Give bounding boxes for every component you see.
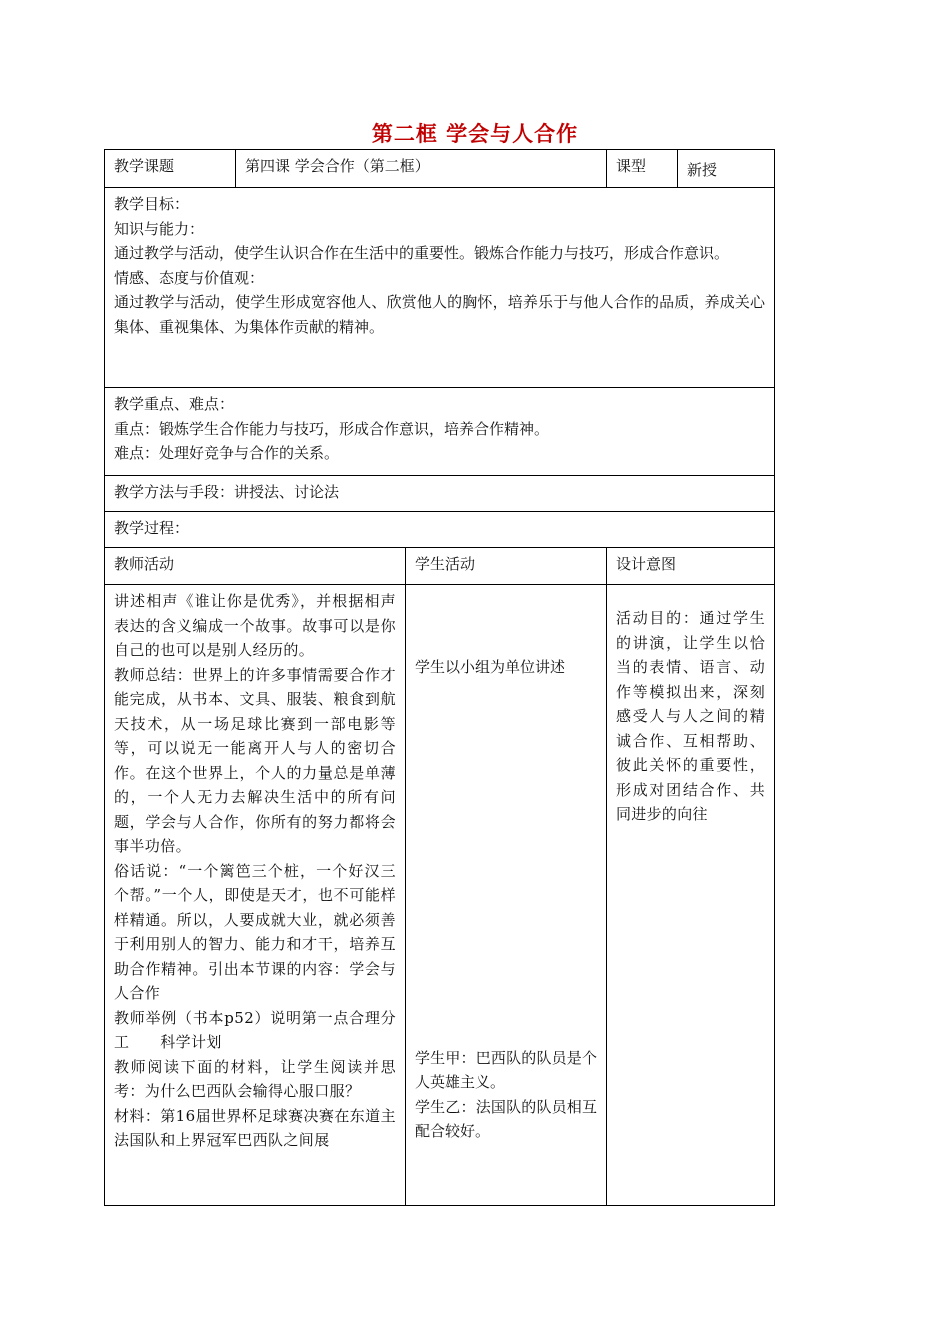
goals-heading: 教学目标： xyxy=(114,195,190,213)
keypoints-cell xyxy=(105,388,775,476)
emotion-text: 通过教学与活动，使学生形成宽容他人、欣赏他人的胸怀，培养乐于与他人合作的品质，养成关心集体、重视集体、为集体作贡献的精神。 xyxy=(114,293,765,336)
process-row xyxy=(105,512,775,548)
process-heading: 教学过程： xyxy=(114,519,190,537)
page-title: 第二框 学会与人合作 xyxy=(371,121,579,146)
goals-cell xyxy=(105,188,775,388)
teacher-paragraph: 教师总结：世界上的许多事情需要合作才能完成，从书本、文具、服装、粮食到航天技术，从一场足球比赛到一部电影等等，可以说无一能离开人与人的密切合作。在这个世界上，个人的力量总是单薄的，一个人无力去解决生活中的所有问题，学会与人合作，你所有的努力都将会事半功倍。 xyxy=(114,665,396,855)
header-row xyxy=(105,150,775,188)
focus-text: 重点：锻炼学生合作能力与技巧，形成合作意识，培养合作精神。 xyxy=(114,419,550,438)
knowledge-heading: 知识与能力： xyxy=(114,219,205,238)
process-cell xyxy=(105,512,775,548)
type-value: 新授 xyxy=(687,161,718,179)
teacher-activity-cell xyxy=(105,585,406,1206)
course-value-cell xyxy=(236,150,607,188)
methods-text: 教学方法与手段：讲授法、讨论法 xyxy=(114,483,340,501)
keypoints-heading: 教学重点、难点： xyxy=(114,395,235,413)
type-label: 课型 xyxy=(616,157,647,175)
teacher-paragraph: 俗话说：“一个篱笆三个桩，一个好汉三个帮。”一个人，即使是天才，也不可能样样精通。所以，人要成就大业，就必须善于利用别人的智力、能力和才干，培养互助合作精神。引出本节课的内容：学会与人合作 xyxy=(114,861,396,1002)
student-col-label: 学生活动 xyxy=(415,555,476,573)
course-label-cell xyxy=(105,150,236,188)
teacher-paragraph: 材料：第16届世界杯足球赛决赛在东道主法国队和上界冠军巴西队之间展 xyxy=(114,1106,396,1149)
student-group-text: 学生以小组为单位讲述 xyxy=(415,658,566,676)
design-intent-text: 活动目的：通过学生的讲演，让学生以恰当的表情、语言、动作等模拟出来，深刻感受人与人之间的精诚合作、互相帮助、彼此关怀的重要性，形成对团结合作、共同进步的向往 xyxy=(616,609,765,823)
difficulty-text: 难点：处理好竞争与合作的关系。 xyxy=(114,444,340,462)
teacher-col-header xyxy=(105,548,406,585)
emotion-heading: 情感、态度与价值观： xyxy=(114,268,265,287)
activity-row xyxy=(105,585,775,1206)
keypoints-row xyxy=(105,388,775,476)
goals-row xyxy=(105,188,775,388)
design-intent-cell xyxy=(607,585,775,1206)
type-value-cell xyxy=(678,150,775,188)
type-label-cell xyxy=(607,150,678,188)
lesson-plan-table xyxy=(104,149,775,1206)
student-col-header xyxy=(406,548,607,585)
course-label: 教学课题 xyxy=(114,157,175,175)
course-value: 第四课 学会合作（第二框） xyxy=(245,157,430,175)
teacher-paragraph: 讲述相声《谁让你是优秀》，并根据相声表达的含义编成一个故事。故事可以是你自己的也可以是别人经历的。 xyxy=(114,592,396,659)
design-col-label: 设计意图 xyxy=(616,555,677,573)
student-a-text: 学生甲：巴西队的队员是个人英雄主义。 xyxy=(415,1048,597,1091)
teacher-paragraph: 教师举例（书本p52）说明第一点合理分工 科学计划 xyxy=(114,1008,396,1051)
knowledge-text: 通过教学与活动，使学生认识合作在生活中的重要性。锻炼合作能力与技巧，形成合作意识。 xyxy=(114,244,730,262)
methods-cell xyxy=(105,476,775,512)
design-col-header xyxy=(607,548,775,585)
student-activity-cell xyxy=(406,585,607,1206)
teacher-paragraph: 教师阅读下面的材料，让学生阅读并思考：为什么巴西队会输得心服口服？ xyxy=(114,1057,396,1100)
student-b-text: 学生乙：法国队的队员相互配合较好。 xyxy=(415,1097,597,1140)
teacher-col-label: 教师活动 xyxy=(114,555,175,573)
columns-row xyxy=(105,548,775,585)
methods-row xyxy=(105,476,775,512)
